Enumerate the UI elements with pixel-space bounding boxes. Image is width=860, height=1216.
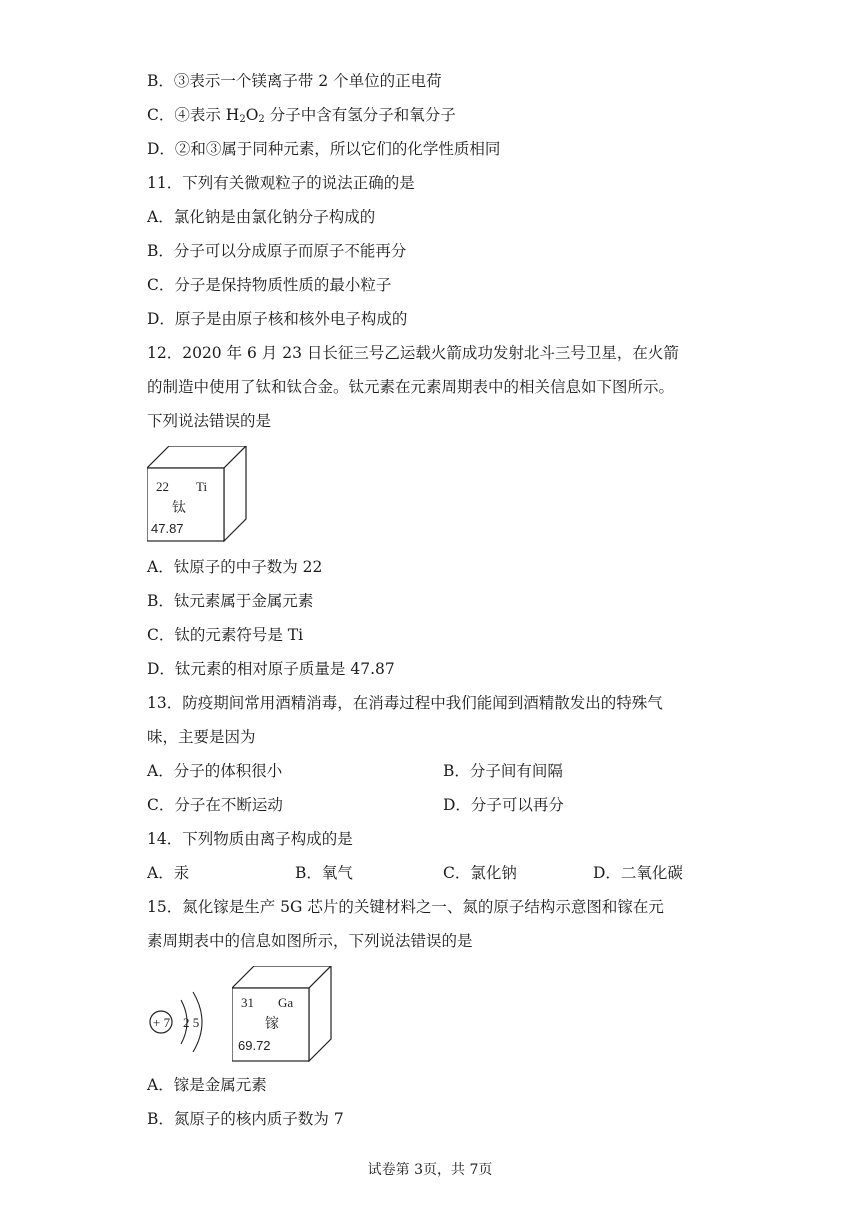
option-12b: B．钛元素属于金属元素 (147, 592, 314, 610)
question-15-line1: 15．氮化镓是生产 5G 芯片的关键材料之一、氮的原子结构示意图和镓在元 (147, 898, 664, 916)
option-12a: A．钛原子的中子数为 22 (147, 558, 323, 576)
option-15a: A．镓是金属元素 (147, 1076, 267, 1094)
question-11: 11．下列有关微观粒子的说法正确的是 (147, 174, 415, 192)
question-15-line2: 素周期表中的信息如图所示，下列说法错误的是 (147, 932, 473, 950)
option-14b: B．氧气 (295, 864, 353, 882)
option-12d: D．钛元素的相对原子质量是 47.87 (147, 660, 395, 678)
option-11a: A．氯化钠是由氯化钠分子构成的 (147, 208, 376, 226)
option-12c: C．钛的元素符号是 Ti (147, 626, 304, 644)
ga-mass: 69.72 (238, 1038, 271, 1053)
question-12-line1: 12．2020 年 6 月 23 日长征三号乙运载火箭成功发射北斗三号卫星，在火箭 (147, 344, 679, 362)
nitrogen-shell-electrons: 2 5 (183, 1015, 200, 1030)
option-13c: C．分子在不断运动 (147, 796, 283, 814)
question-12-line2: 的制造中使用了钛和钛合金。钛元素在元素周期表中的相关信息如下图所示。 (147, 378, 675, 396)
option-10c-sub2: 2 (258, 114, 265, 125)
ti-number: 22 (156, 479, 169, 494)
titanium-element-card (147, 446, 247, 542)
page-footer: 试卷第 3页，共 7页 (367, 1162, 493, 1178)
question-12-line3: 下列说法错误的是 (147, 412, 272, 430)
nitrogen-atom-structure-diagram (147, 980, 219, 1060)
option-10d: D．②和③属于同种元素，所以它们的化学性质相同 (147, 140, 501, 158)
option-14a: A．汞 (147, 864, 190, 882)
option-13b: B．分子间有间隔 (443, 762, 563, 780)
option-10b: B．③表示一个镁离子带 2 个单位的正电荷 (147, 72, 442, 90)
option-13a: A．分子的体积很小 (147, 762, 283, 780)
gallium-element-card (232, 966, 332, 1062)
option-10c (147, 105, 456, 125)
ga-number: 31 (241, 995, 254, 1010)
option-14c: C．氯化钠 (443, 864, 517, 882)
option-15b: B．氮原子的核内质子数为 7 (147, 1110, 344, 1128)
ti-symbol: Ti (196, 479, 208, 494)
question-13-line1: 13．防疫期间常用酒精消毒，在消毒过程中我们能闻到酒精散发出的特殊气 (147, 694, 663, 712)
option-14d: D．二氧化碳 (593, 864, 683, 882)
ti-mass: 47.87 (151, 521, 184, 536)
option-11d: D．原子是由原子核和核外电子构成的 (147, 310, 408, 328)
ga-symbol: Ga (278, 995, 294, 1010)
option-13d: D．分子可以再分 (443, 796, 564, 814)
question-13-line2: 味，主要是因为 (147, 728, 256, 746)
ga-name: 镓 (265, 1016, 279, 1032)
option-10c-post: 分子中含有氢分子和氧分子 (264, 106, 456, 124)
ti-name: 钛 (172, 500, 186, 516)
option-10c-sub1: 2 (239, 114, 246, 125)
option-11b: B．分子可以分成原子而原子不能再分 (147, 242, 407, 260)
option-10c-mid: O (245, 106, 259, 124)
question-14: 14．下列物质由离子构成的是 (147, 830, 353, 848)
option-10c-pre: C．④表示 H (147, 106, 240, 124)
nitrogen-nucleus-label: + 7 (153, 1015, 171, 1030)
option-11c: C．分子是保持物质性质的最小粒子 (147, 276, 392, 294)
